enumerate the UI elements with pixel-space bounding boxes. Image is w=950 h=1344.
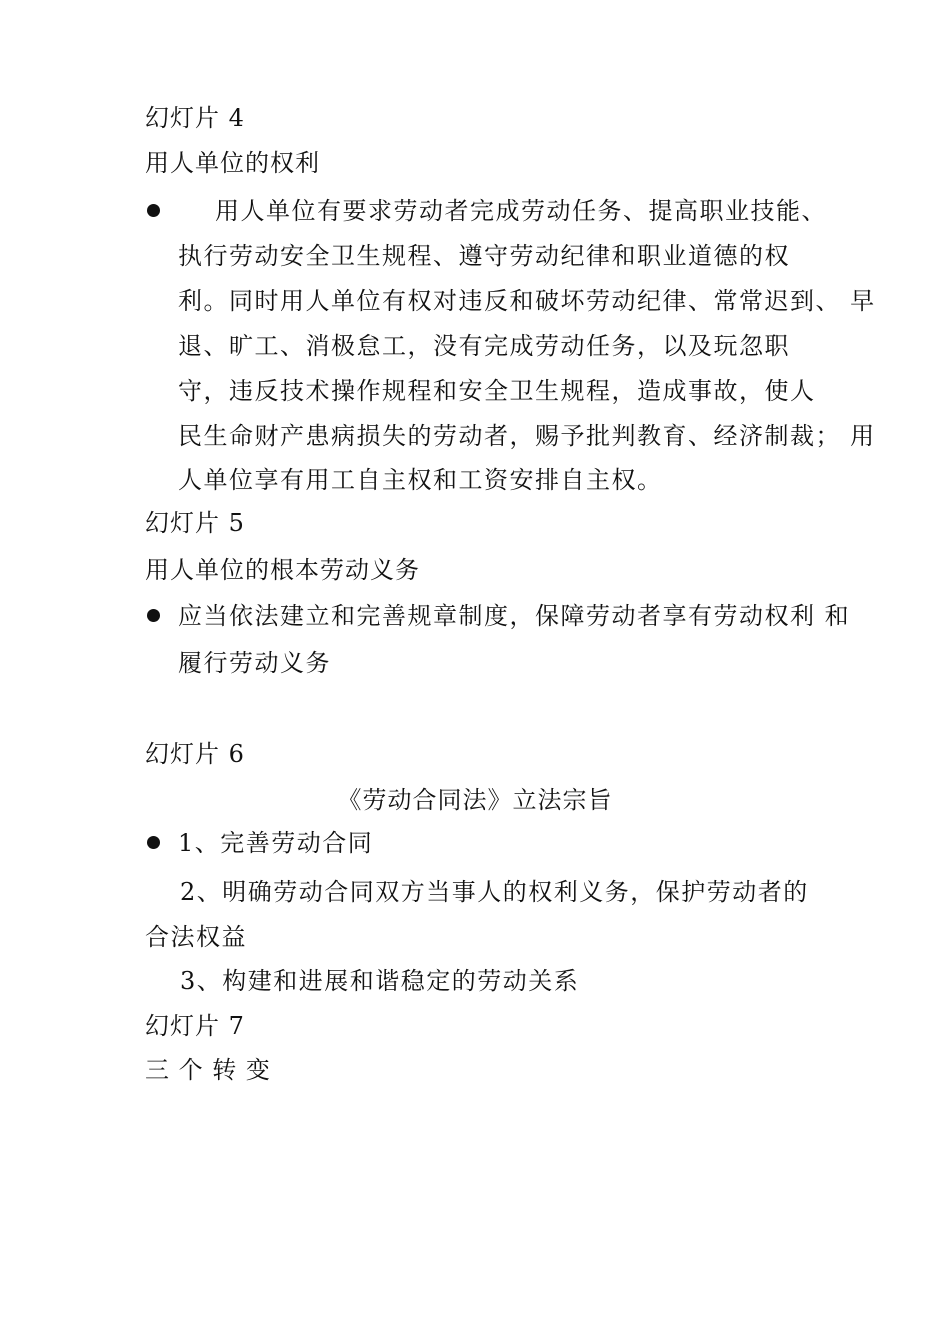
slide-label-7: 幻灯片 7 [145, 1012, 245, 1040]
paragraph-line: 退、旷工、消极怠工，没有完成劳动任务，以及玩忽职 [178, 332, 790, 360]
heading-legislative-purpose: 《劳动合同法》立法宗旨 [337, 786, 613, 814]
slide-label-5: 幻灯片 5 [145, 509, 245, 537]
paragraph-line: 履行劳动义务 [178, 649, 331, 677]
paragraph-line: 执行劳动安全卫生规程、遵守劳动纪律和职业道德的权 [178, 242, 790, 270]
list-item: 1、完善劳动合同 [178, 829, 374, 857]
paragraph-line: 人单位享有用工自主权和工资安排自主权。 [178, 466, 663, 494]
bullet-icon [147, 836, 160, 849]
paragraph-line: 民生命财产患病损失的劳动者，赐予批判教育、经济制裁； 用 [178, 422, 876, 450]
list-item: 3、构建和进展和谐稳定的劳动关系 [180, 967, 580, 995]
slide-label-6: 幻灯片 6 [145, 740, 245, 768]
paragraph-line: 利。同时用人单位有权对违反和破坏劳动纪律、常常迟到、 早 [178, 287, 876, 315]
list-item-continuation: 合法权益 [145, 923, 247, 951]
slide-label-4: 幻灯片 4 [145, 104, 245, 132]
bullet-icon [147, 609, 160, 622]
paragraph-line: 应当依法建立和完善规章制度，保障劳动者享有劳动权利 和 [178, 602, 851, 630]
paragraph-line: 用人单位有要求劳动者完成劳动任务、提高职业技能、 [215, 197, 827, 225]
heading-employer-obligations: 用人单位的根本劳动义务 [145, 556, 420, 584]
bullet-icon [147, 204, 160, 217]
heading-three-changes: 三 个 转 变 [145, 1056, 271, 1084]
heading-employer-rights: 用人单位的权利 [145, 149, 320, 177]
paragraph-line: 守，违反技术操作规程和安全卫生规程，造成事故，使人 [178, 377, 816, 405]
list-item: 2、明确劳动合同双方当事人的权利义务，保护劳动者的 [180, 878, 809, 906]
